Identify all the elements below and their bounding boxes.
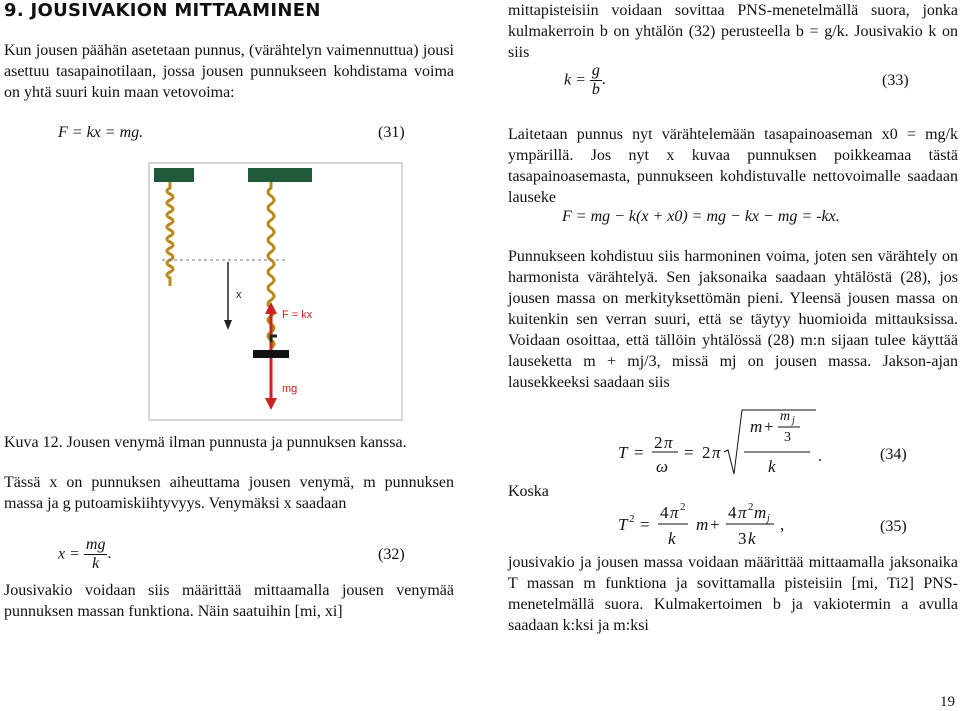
svg-text:3: 3	[738, 529, 747, 548]
svg-text:j: j	[767, 513, 770, 524]
svg-text:m: m	[754, 503, 767, 522]
svg-text:2: 2	[680, 501, 686, 513]
svg-text:m: m	[750, 417, 763, 436]
spring-figure	[148, 162, 403, 421]
svg-text:k: k	[668, 529, 676, 548]
spring-unloaded	[167, 182, 173, 286]
equation-force: F = mg − k(x + x0) = mg − kx − mg = -kx.	[562, 208, 840, 225]
intro-paragraph: Kun jousen päähän asetetaan punnus, (värähtelyn vaimennuttua) jousi asettuu tasapainotilaan, jossa jousen punnukseen kohdistama voima on yhtä suuri kuin maan vetovoima:	[4, 42, 454, 101]
equation-32: x = $\frac{mg}{k}$ .	[58, 536, 112, 572]
paragraph-fit: jousivakio ja jousen massa voidaan määrittää mittaamalla jaksonaika T massan m funktiona ja sovittamalla pisteisiin [mi, Ti2] PNS-menetelmällä suora. Kulmakertoimen b ja vakiotermin a avulla saadaan k:ksi ja m:ksi	[508, 554, 958, 634]
spring-force-label: F = kx	[282, 309, 313, 321]
svg-text:j: j	[792, 415, 795, 426]
svg-text:4: 4	[728, 503, 737, 522]
svg-text:π: π	[738, 503, 747, 522]
paragraph-jousivakio: Jousivakio voidaan siis määrittää mittaamalla jousen venymää punnuksen massan funktiona. Näin saatuihin [mi, xi]	[4, 582, 454, 620]
equation-31: F = kx = mg.	[58, 124, 144, 141]
equation-33: k = $\frac{g}{b}$ .	[564, 62, 606, 98]
section-heading: 9. JOUSIVAKION MITTAAMINEN	[4, 0, 321, 21]
x-label: x	[236, 289, 242, 301]
svg-text:2: 2	[629, 513, 635, 525]
svg-text:=: =	[640, 515, 650, 534]
paragraph-harmonic: Punnukseen kohdistuu siis harmoninen voima, joten sen värähtely on harmonista värähtelyä. Sen jaksonaika saadaan yhtälöstä (28), jos jousen massa on merkityksettömän pieni. Yleensä jousen massa on kuitenkin sen verran suuri, että se täytyy huomioida mittauksissa. Voidaan osoittaa, että tällöin yhtälössä (28) m:n sijaan tulee käyttää lauseketta m + mj/3, missä mj on jousen massa. Jakson-ajan lausekkeeksi saadaan siis	[508, 248, 958, 391]
equation-35-number: (35)	[880, 518, 907, 535]
svg-text:π: π	[712, 443, 721, 462]
svg-text:=: =	[684, 443, 694, 462]
svg-text:2: 2	[748, 501, 754, 513]
equation-35-graphic	[618, 498, 808, 548]
svg-text:,: ,	[780, 515, 785, 534]
svg-text:2: 2	[654, 433, 663, 452]
svg-text:=: =	[634, 443, 644, 462]
paragraph-venyma: Tässä x on punnuksen aiheuttama jousen venymä, m punnuksen massa ja g putoamiskiihtyvyys. Venymäksi x saadaan	[4, 474, 454, 512]
equation-35	[618, 498, 808, 548]
ceiling-mount-left	[154, 168, 194, 182]
page-number: 19	[940, 694, 955, 710]
svg-text:+: +	[764, 417, 774, 436]
spring-diagram	[150, 164, 401, 419]
svg-text:k: k	[748, 529, 756, 548]
svg-text:4: 4	[660, 503, 669, 522]
svg-text:m: m	[696, 515, 709, 534]
ceiling-mount-right	[248, 168, 312, 182]
equation-34-graphic	[618, 408, 818, 482]
svg-text:T: T	[618, 515, 628, 534]
koska-label: Koska	[508, 483, 549, 500]
svg-text:ω: ω	[656, 457, 669, 476]
svg-text:T: T	[618, 443, 628, 462]
equation-34-number: (34)	[880, 446, 907, 463]
svg-text:3: 3	[784, 430, 791, 445]
equation-33-number: (33)	[882, 72, 909, 89]
svg-text:π: π	[670, 503, 679, 522]
svg-text:m: m	[780, 409, 791, 424]
figure-caption: Kuva 12. Jousen venymä ilman punnusta ja punnuksen kanssa.	[4, 434, 407, 451]
equation-31-number: (31)	[378, 124, 405, 141]
paragraph-vibration: Laitetaan punnus nyt värähtelemään tasapainoaseman x0 = mg/k ympärillä. Jos nyt x kuvaa punnuksen poikkeamaa tästä tasapainoasemasta, punnukseen kohdistuvalle nettovoimalle saadaan lauseke	[508, 126, 958, 206]
mass-block	[253, 350, 289, 358]
svg-text:2: 2	[702, 443, 711, 462]
weight-label: mg	[282, 383, 298, 395]
svg-text:k: k	[768, 457, 776, 476]
svg-text:π: π	[664, 433, 673, 452]
svg-text:+: +	[710, 515, 720, 534]
equation-32-number: (32)	[378, 546, 405, 563]
paragraph-pns: mittapisteisiin voidaan sovittaa PNS-menetelmällä suora, jonka kulmakerroin b on yhtälön (32) perusteella b = g/k. Jousivakio k on siis	[508, 2, 958, 61]
equation-34	[618, 408, 818, 482]
